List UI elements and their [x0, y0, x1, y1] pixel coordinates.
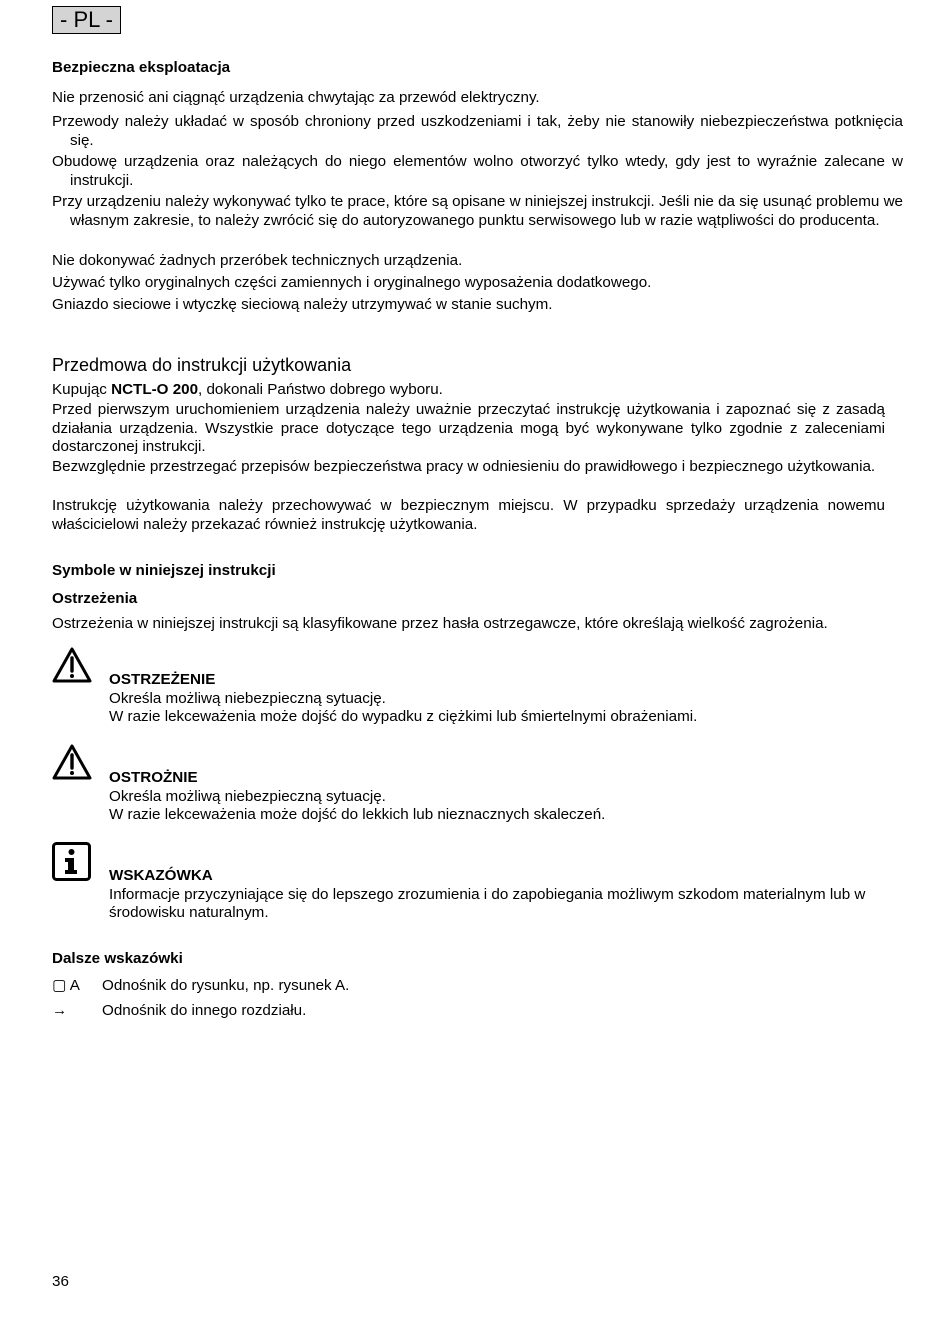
- paragraph: Bezwzględnie przestrzegać przepisów bezpieczeństwa pracy w odniesieniu do prawidłowego i bezpiecznego użytkowania.: [52, 458, 876, 475]
- notice-caution: [109, 769, 885, 825]
- info-icon: [52, 842, 91, 881]
- paragraph: Przy urządzeniu należy wykonywać tylko te prace, które są opisane w niniejszej instrukcji. Jeśli nie da się usunąć problemu we własnym zakresie, to należy zwrócić się do autoryzowanego punktu serwisowego lub w razie wątpliwości do producenta.: [52, 193, 903, 229]
- notice-title: OSTROŻNIE: [109, 769, 198, 786]
- paragraph: Używać tylko oryginalnych części zamiennych i oryginalnego wyposażenia dodatkowego.: [52, 274, 652, 291]
- product-name: NCTL-O 200: [111, 381, 199, 398]
- notice-line: W razie lekceważenia może dojść do wypadku z ciężkimi lub śmiertelnymi obrażeniami.: [109, 708, 698, 726]
- page-number: 36: [52, 1273, 69, 1290]
- arrow-icon: →: [52, 1002, 68, 1019]
- notice-line: Określa możliwą niebezpieczną sytuację.: [109, 787, 386, 805]
- notice-line: Określa możliwą niebezpieczną sytuację.: [109, 689, 386, 707]
- warnings-intro: Ostrzeżenia w niniejszej instrukcji są klasyfikowane przez hasła ostrzegawcze, które określają wielkość zagrożenia.: [52, 615, 828, 632]
- intro-suffix: , dokonali Państwo dobrego wyboru.: [198, 381, 443, 398]
- preface-intro: [52, 381, 885, 400]
- reference-text: Odnośnik do rysunku, np. rysunek A.: [102, 977, 350, 994]
- language-badge: - PL -: [52, 6, 121, 34]
- paragraph: Przed pierwszym uruchomieniem urządzenia należy uważnie przeczytać instrukcję użytkowania i zapoznać się z zasadą działania urządzenia. Wszystkie prace dotyczące tego urządzenia mogą być wykonywane tylko zgodnie z zaleceniami dostarczonej instrukcji.: [52, 401, 885, 456]
- paragraph: Nie dokonywać żadnych przeróbek technicznych urządzenia.: [52, 252, 463, 269]
- section-heading-safe-operation: Bezpieczna eksploatacja: [52, 59, 231, 76]
- section-heading-symbols: Symbole w niniejszej instrukcji: [52, 562, 276, 579]
- paragraph: Przewody należy układać w sposób chroniony przed uszkodzeniami i tak, żeby nie stanowiły niebezpieczeństwa potknięcia się.: [52, 113, 903, 149]
- notice-title: OSTRZEŻENIE: [109, 671, 216, 688]
- notice-warning: [109, 671, 885, 727]
- notice-hint: [109, 867, 885, 923]
- reference-row: [52, 1002, 307, 1021]
- subheading-warnings: Ostrzeżenia: [52, 590, 138, 607]
- paragraph: Obudowę urządzenia oraz należących do niego elementów wolno otworzyć tylko wtedy, gdy jest to wyraźnie zalecane w instrukcji.: [52, 153, 903, 189]
- reference-text: Odnośnik do innego rozdziału.: [102, 1002, 307, 1019]
- notice-line: W razie lekceważenia może dojść do lekkich lub nieznacznych skaleczeń.: [109, 806, 606, 824]
- warning-triangle-icon: [52, 744, 92, 780]
- notice-title: WSKAZÓWKA: [109, 867, 213, 884]
- figure-ref-symbol: ▢ A: [52, 977, 80, 994]
- paragraph: Gniazdo sieciowe i wtyczkę sieciową należy utrzymywać w stanie suchym.: [52, 296, 553, 313]
- section-heading-further: Dalsze wskazówki: [52, 950, 183, 967]
- reference-row: [52, 977, 350, 996]
- section-heading-preface: Przedmowa do instrukcji użytkowania: [52, 355, 352, 375]
- warning-triangle-icon: [52, 647, 92, 683]
- paragraph: Nie przenosić ani ciągnąć urządzenia chwytając za przewód elektryczny.: [52, 89, 540, 106]
- paragraph: Instrukcję użytkowania należy przechowywać w bezpiecznym miejscu. W przypadku sprzedaży urządzenia nowemu właścicielowi należy przekazać również instrukcję użytkowania.: [52, 497, 885, 533]
- notice-line: Informacje przyczyniające się do lepszego zrozumienia i do zapobiegania możliwym szkodom materialnym lub w środowisku naturalnym.: [109, 885, 866, 922]
- intro-prefix: Kupując: [52, 381, 112, 398]
